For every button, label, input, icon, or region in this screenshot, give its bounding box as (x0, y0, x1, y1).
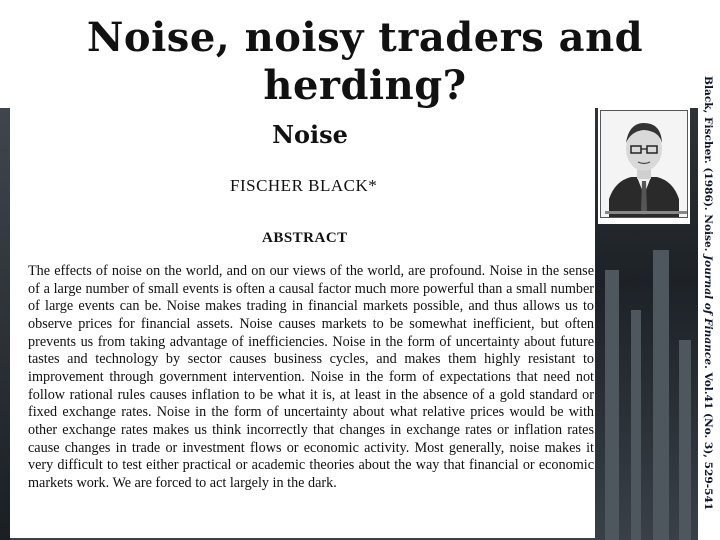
photo-caption-line (605, 211, 688, 214)
paper-excerpt (10, 108, 595, 538)
slide-title: Noise, noisy traders and herding? (86, 14, 644, 109)
citation-text (702, 76, 714, 510)
background-bars (595, 230, 698, 540)
citation-suffix: . Vol.41 (No. 3), 529-541 (702, 365, 714, 511)
citation-journal: Journal of Finance (702, 255, 714, 366)
paper-author: FISCHER BLACK* (230, 176, 378, 195)
abstract-text: The effects of noise on the world, and on our views of the world, are profound. Noise in the sense of a large number of small events is often a causal factor much more powerful than a small number of large events can be. Noise makes trading in financial markets possible, and thus allows us to observe prices for financial assets. Noise causes markets to be somewhat inefficient, but often prevents us from taking advantage of inefficiencies. Noise in the form of uncertainty about future tastes and technology by sector causes business cycles, and makes them highly resistant to improvement through government intervention. Noise in the form of expectations that need not follow rational rules causes inflation to be what it is, at least in the absence of a gold standard or fixed exchange rates. Noise in the form of uncertainty about what relative prices would be with other exchange rates makes us think incorrectly that changes in exchange rates or inflation rates cause changes in trade or investment flows or economic activity. Most generally, noise makes it very difficult to test either practical or academic theories about the way that financial or economic markets work. We are forced to act largely in the dark. (28, 263, 594, 491)
citation-sidebar (700, 0, 720, 540)
author-portrait-icon (600, 110, 688, 218)
background-left-strip (0, 108, 10, 540)
paper-title: Noise (272, 120, 348, 149)
citation-prefix: Black, Fischer. (1986). Noise. (702, 76, 714, 256)
author-photo (598, 108, 690, 224)
abstract-heading: ABSTRACT (262, 230, 348, 246)
